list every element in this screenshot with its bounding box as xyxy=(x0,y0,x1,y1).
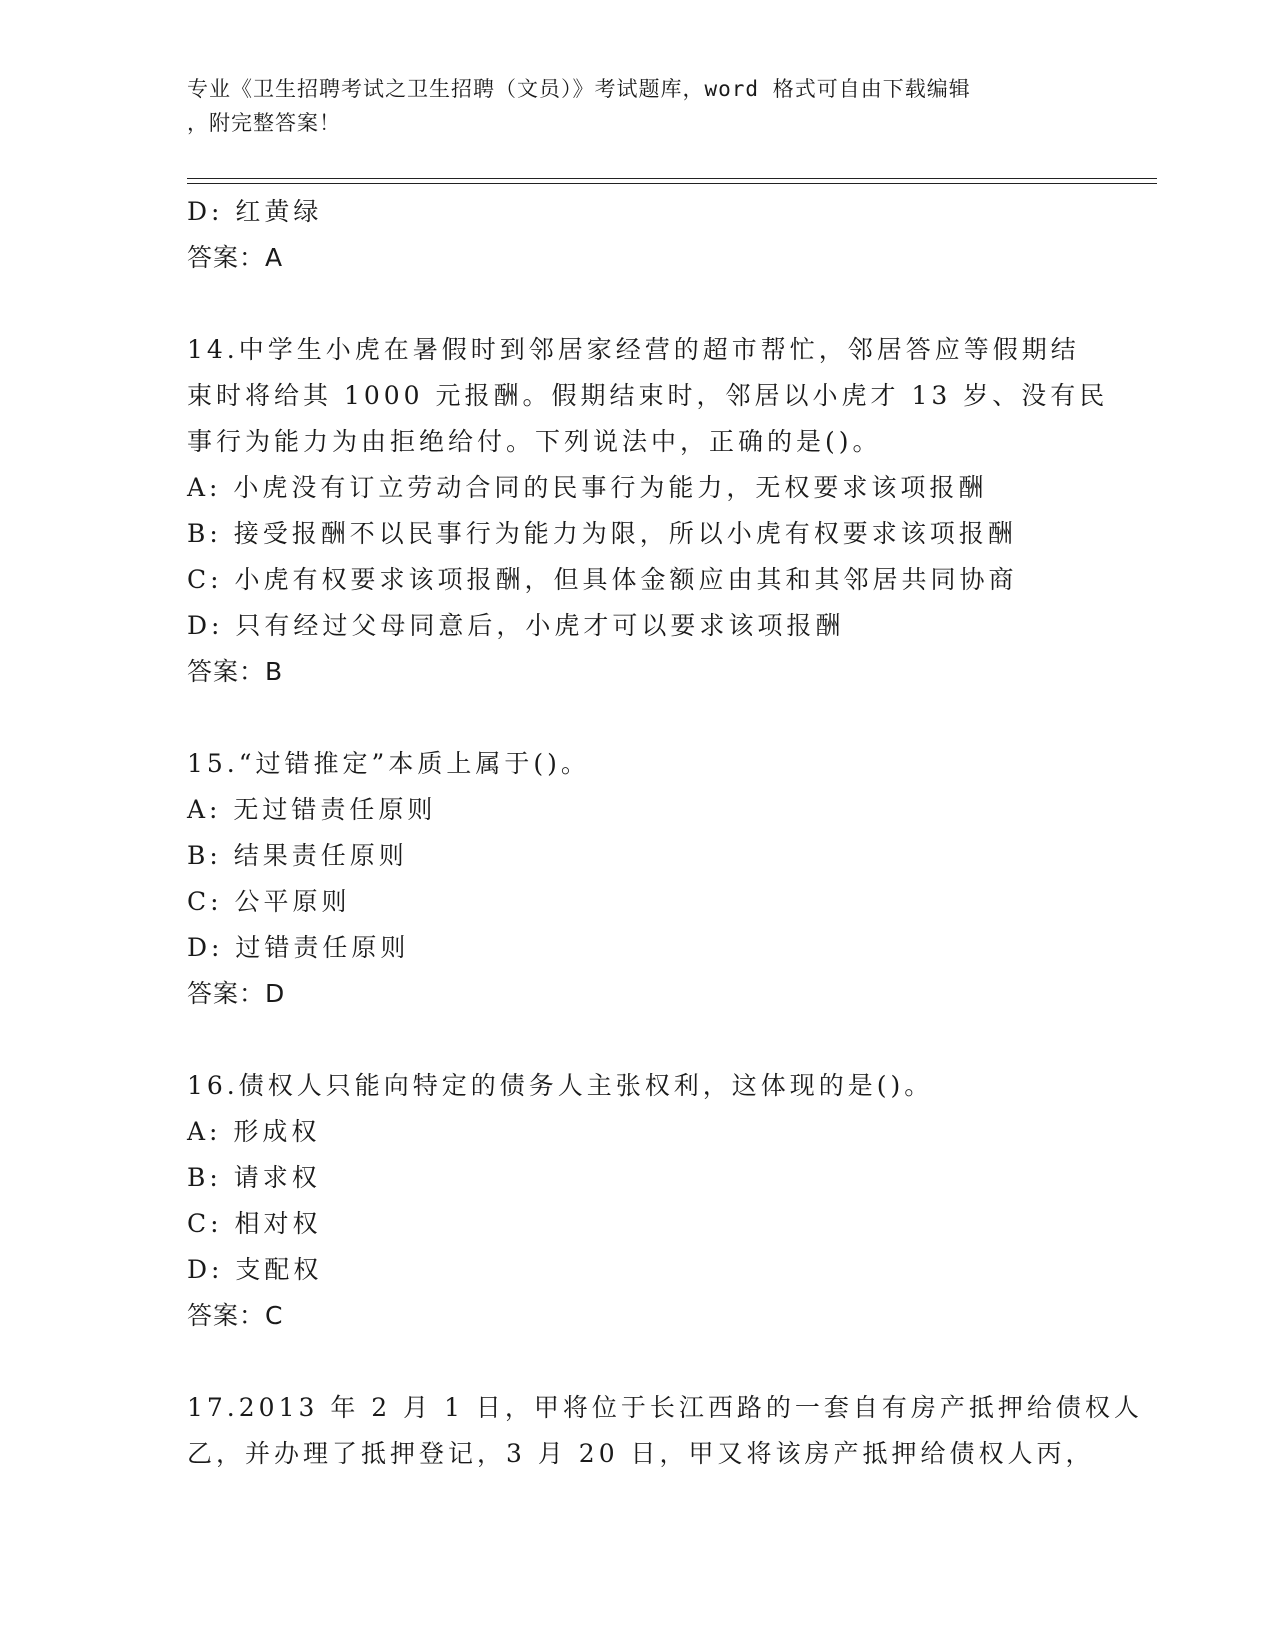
spacer xyxy=(187,695,1087,741)
option-d: D: 支配权 xyxy=(187,1255,323,1284)
option-b: B: 请求权 xyxy=(187,1163,321,1192)
answer-line: 答案：A xyxy=(187,243,284,272)
question-stem-line: 束时将给其 1000 元报酬。假期结束时，邻居以小虎才 13 岁、没有民 xyxy=(187,381,1109,410)
question-stem-line: 14.中学生小虎在暑假时到邻居家经营的超市帮忙，邻居答应等假期结 xyxy=(187,335,1080,364)
spacer xyxy=(187,281,1087,327)
question-stem-line: 乙，并办理了抵押登记，3 月 20 日，甲又将该房产抵押给债权人丙， xyxy=(187,1439,1095,1468)
question-stem-line: 16.债权人只能向特定的债务人主张权利，这体现的是()。 xyxy=(187,1071,934,1100)
spacer xyxy=(187,1339,1087,1385)
question-content xyxy=(187,189,1143,1477)
answer-line: 答案：C xyxy=(187,1301,284,1330)
option-a: A: 无过错责任原则 xyxy=(187,795,437,824)
header-divider-top xyxy=(187,178,1157,179)
header-divider-bottom xyxy=(187,183,1157,184)
option-d: D: 红黄绿 xyxy=(187,197,323,226)
question-17 xyxy=(187,1385,1143,1477)
document-header xyxy=(187,72,1087,140)
option-b: B: 接受报酬不以民事行为能力为限，所以小虎有权要求该项报酬 xyxy=(187,519,1017,548)
question-16 xyxy=(187,1063,1087,1339)
previous-question-tail xyxy=(187,189,1087,281)
question-15 xyxy=(187,741,1087,1017)
option-c: C: 相对权 xyxy=(187,1209,322,1238)
question-stem-line: 17.2013 年 2 月 1 日，甲将位于长江西路的一套自有房产抵押给债权人 xyxy=(187,1393,1143,1422)
header-line-1: 专业《卫生招聘考试之卫生招聘（文员）》考试题库，word 格式可自由下载编辑 xyxy=(187,77,971,101)
option-a: A: 小虎没有订立劳动合同的民事行为能力，无权要求该项报酬 xyxy=(187,473,988,502)
spacer xyxy=(187,1017,1087,1063)
option-d: D: 过错责任原则 xyxy=(187,933,410,962)
option-d: D: 只有经过父母同意后，小虎才可以要求该项报酬 xyxy=(187,611,845,640)
option-c: C: 小虎有权要求该项报酬，但具体金额应由其和其邻居共同协商 xyxy=(187,565,1018,594)
option-a: A: 形成权 xyxy=(187,1117,321,1146)
option-c: C: 公平原则 xyxy=(187,887,351,916)
answer-line: 答案：D xyxy=(187,979,286,1008)
option-b: B: 结果责任原则 xyxy=(187,841,408,870)
answer-line: 答案：B xyxy=(187,657,284,686)
question-stem-line: 15.“过错推定”本质上属于()。 xyxy=(187,749,590,778)
header-line-2: ，附完整答案！ xyxy=(187,111,341,135)
question-stem-line: 事行为能力为由拒绝给付。下列说法中，正确的是()。 xyxy=(187,427,882,456)
question-14 xyxy=(187,327,1109,695)
